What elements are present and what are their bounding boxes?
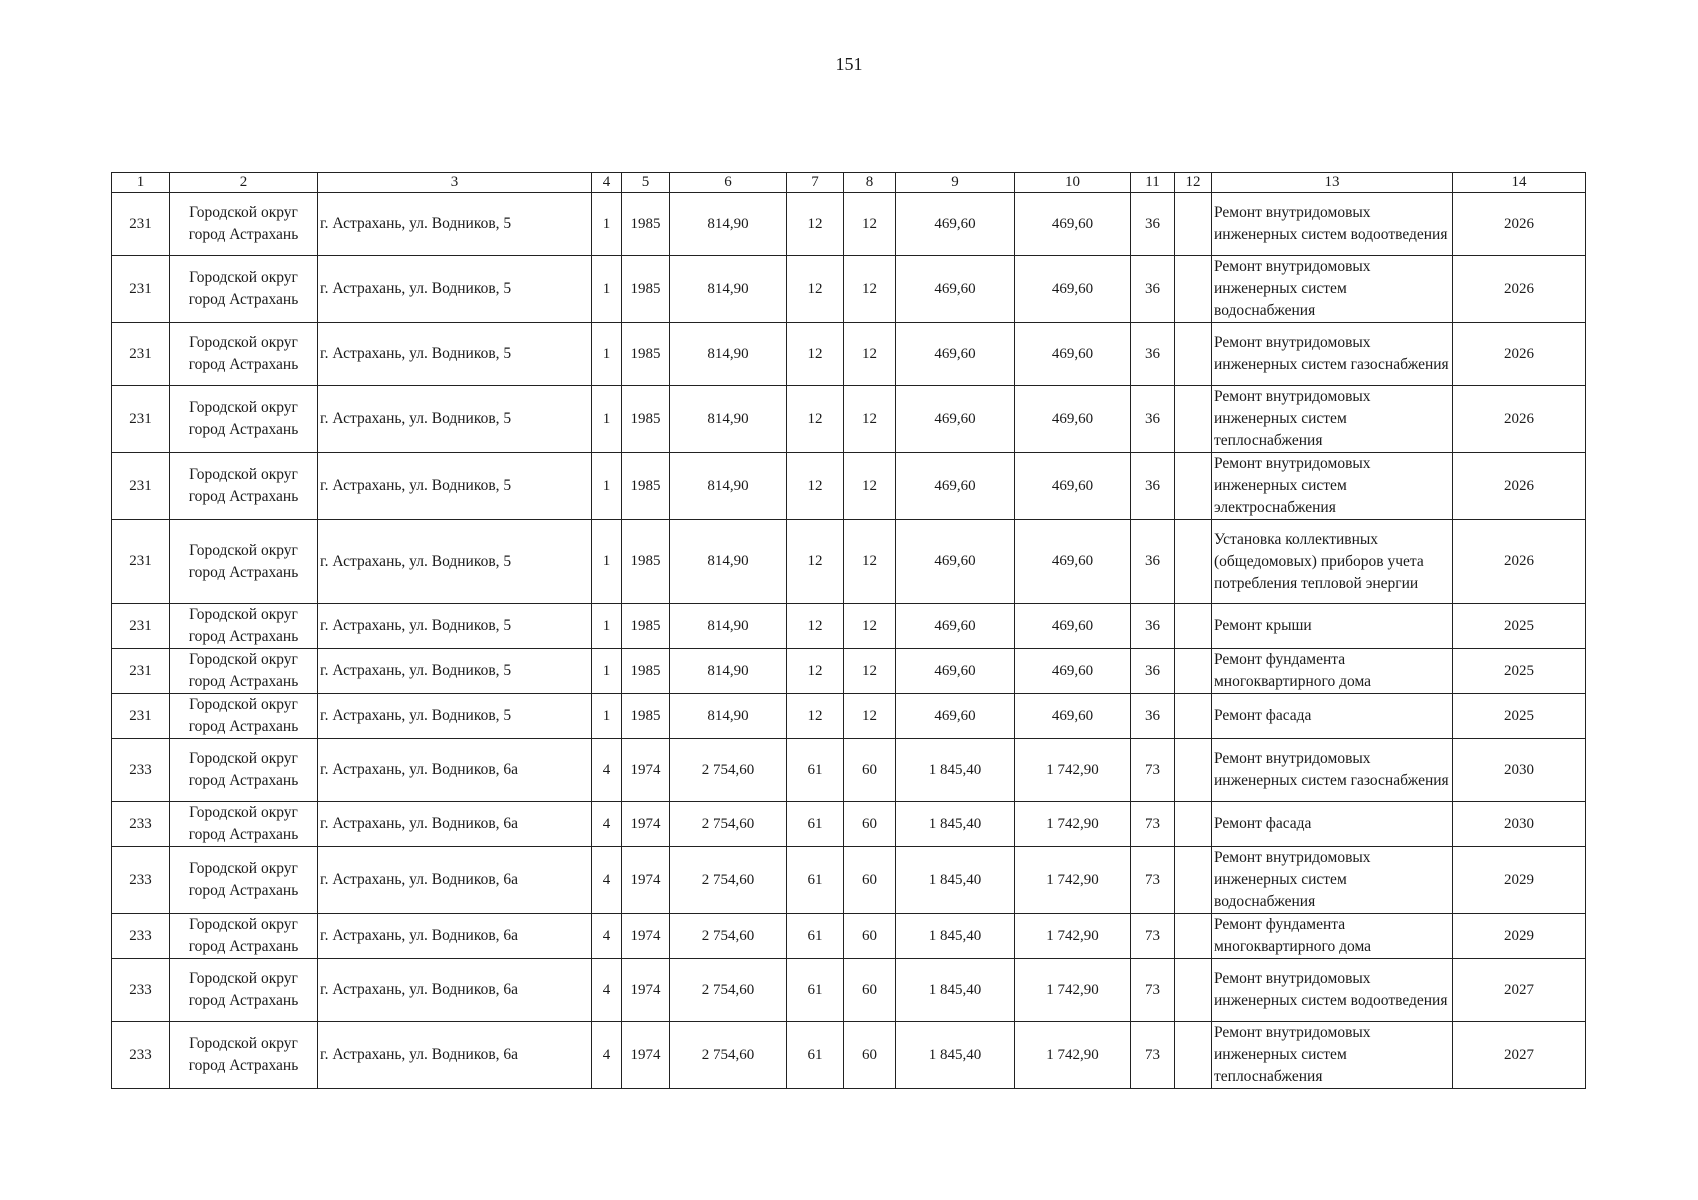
cell-col-11: 73 — [1131, 739, 1175, 802]
cell-address: г. Астрахань, ул. Водников, 5 — [318, 193, 592, 256]
cell-col-12 — [1175, 520, 1212, 604]
cell-row-number: 231 — [112, 520, 170, 604]
cell-col-4: 1 — [592, 256, 622, 323]
cell-col-9: 469,60 — [896, 323, 1015, 386]
cell-col-10: 469,60 — [1015, 694, 1131, 739]
column-header: 4 — [592, 173, 622, 193]
cell-col-12 — [1175, 802, 1212, 847]
cell-col-12 — [1175, 453, 1212, 520]
cell-col-11: 73 — [1131, 1022, 1175, 1089]
cell-col-9: 469,60 — [896, 520, 1015, 604]
cell-work-type: Ремонт внутридомовых инженерных систем электроснабжения — [1212, 453, 1453, 520]
cell-municipality: Городской округ город Астрахань — [170, 386, 318, 453]
table-row — [112, 453, 1586, 520]
header-row — [112, 173, 1586, 193]
cell-plan-year: 2025 — [1453, 694, 1586, 739]
cell-work-type: Ремонт внутридомовых инженерных систем газоснабжения — [1212, 739, 1453, 802]
cell-col-11: 36 — [1131, 193, 1175, 256]
cell-col-8: 12 — [844, 323, 896, 386]
cell-col-9: 469,60 — [896, 386, 1015, 453]
cell-col-4: 4 — [592, 959, 622, 1022]
cell-col-11: 73 — [1131, 914, 1175, 959]
cell-address: г. Астрахань, ул. Водников, 6а — [318, 1022, 592, 1089]
cell-col-10: 1 742,90 — [1015, 959, 1131, 1022]
table-body — [112, 193, 1586, 1089]
cell-row-number: 233 — [112, 739, 170, 802]
cell-col-8: 60 — [844, 1022, 896, 1089]
cell-col-8: 12 — [844, 649, 896, 694]
cell-municipality: Городской округ город Астрахань — [170, 323, 318, 386]
cell-plan-year: 2027 — [1453, 959, 1586, 1022]
cell-work-type: Ремонт фасада — [1212, 802, 1453, 847]
cell-col-4: 1 — [592, 193, 622, 256]
cell-work-type: Ремонт фундамента многоквартирного дома — [1212, 914, 1453, 959]
table-row — [112, 323, 1586, 386]
cell-plan-year: 2026 — [1453, 520, 1586, 604]
cell-col-9: 1 845,40 — [896, 739, 1015, 802]
cell-col-7: 12 — [787, 193, 844, 256]
cell-col-12 — [1175, 694, 1212, 739]
cell-col-12 — [1175, 914, 1212, 959]
cell-address: г. Астрахань, ул. Водников, 5 — [318, 256, 592, 323]
cell-col-4: 4 — [592, 739, 622, 802]
cell-col-6: 814,90 — [670, 604, 787, 649]
cell-col-12 — [1175, 256, 1212, 323]
column-header: 8 — [844, 173, 896, 193]
cell-col-10: 469,60 — [1015, 386, 1131, 453]
cell-address: г. Астрахань, ул. Водников, 5 — [318, 520, 592, 604]
cell-col-12 — [1175, 649, 1212, 694]
column-header: 7 — [787, 173, 844, 193]
table-row — [112, 959, 1586, 1022]
cell-col-6: 814,90 — [670, 694, 787, 739]
cell-plan-year: 2029 — [1453, 914, 1586, 959]
cell-year: 1974 — [622, 802, 670, 847]
column-header: 5 — [622, 173, 670, 193]
cell-row-number: 231 — [112, 193, 170, 256]
cell-col-6: 814,90 — [670, 649, 787, 694]
cell-col-7: 12 — [787, 649, 844, 694]
cell-col-10: 469,60 — [1015, 323, 1131, 386]
column-header: 14 — [1453, 173, 1586, 193]
cell-col-4: 1 — [592, 694, 622, 739]
cell-col-8: 12 — [844, 520, 896, 604]
cell-col-4: 1 — [592, 453, 622, 520]
cell-col-11: 73 — [1131, 802, 1175, 847]
table-row — [112, 739, 1586, 802]
cell-col-6: 814,90 — [670, 520, 787, 604]
cell-row-number: 231 — [112, 256, 170, 323]
cell-year: 1985 — [622, 694, 670, 739]
table-row — [112, 847, 1586, 914]
cell-municipality: Городской округ город Астрахань — [170, 739, 318, 802]
table-row — [112, 802, 1586, 847]
cell-address: г. Астрахань, ул. Водников, 6а — [318, 914, 592, 959]
cell-municipality: Городской округ город Астрахань — [170, 604, 318, 649]
cell-municipality: Городской округ город Астрахань — [170, 802, 318, 847]
cell-address: г. Астрахань, ул. Водников, 6а — [318, 959, 592, 1022]
cell-col-8: 60 — [844, 959, 896, 1022]
cell-col-8: 12 — [844, 193, 896, 256]
cell-row-number: 233 — [112, 1022, 170, 1089]
cell-col-6: 814,90 — [670, 256, 787, 323]
cell-col-9: 1 845,40 — [896, 1022, 1015, 1089]
cell-col-7: 12 — [787, 604, 844, 649]
cell-plan-year: 2025 — [1453, 649, 1586, 694]
cell-plan-year: 2026 — [1453, 386, 1586, 453]
column-header: 6 — [670, 173, 787, 193]
cell-col-6: 2 754,60 — [670, 802, 787, 847]
cell-col-8: 60 — [844, 914, 896, 959]
cell-col-4: 4 — [592, 802, 622, 847]
cell-plan-year: 2030 — [1453, 739, 1586, 802]
cell-municipality: Городской округ город Астрахань — [170, 1022, 318, 1089]
cell-col-9: 1 845,40 — [896, 847, 1015, 914]
cell-plan-year: 2026 — [1453, 256, 1586, 323]
cell-col-8: 60 — [844, 739, 896, 802]
cell-col-4: 4 — [592, 914, 622, 959]
cell-col-12 — [1175, 604, 1212, 649]
cell-address: г. Астрахань, ул. Водников, 5 — [318, 649, 592, 694]
cell-col-10: 1 742,90 — [1015, 847, 1131, 914]
page-number: 151 — [835, 54, 863, 74]
cell-plan-year: 2025 — [1453, 604, 1586, 649]
cell-work-type: Ремонт внутридомовых инженерных систем теплоснабжения — [1212, 1022, 1453, 1089]
cell-col-7: 61 — [787, 1022, 844, 1089]
cell-plan-year: 2026 — [1453, 453, 1586, 520]
cell-col-7: 12 — [787, 520, 844, 604]
cell-col-11: 73 — [1131, 959, 1175, 1022]
cell-year: 1974 — [622, 739, 670, 802]
cell-col-11: 36 — [1131, 604, 1175, 649]
cell-address: г. Астрахань, ул. Водников, 5 — [318, 323, 592, 386]
cell-col-12 — [1175, 386, 1212, 453]
cell-col-7: 12 — [787, 256, 844, 323]
cell-col-10: 469,60 — [1015, 520, 1131, 604]
table-row — [112, 386, 1586, 453]
cell-year: 1985 — [622, 256, 670, 323]
cell-col-10: 469,60 — [1015, 649, 1131, 694]
table-row — [112, 604, 1586, 649]
cell-col-9: 469,60 — [896, 649, 1015, 694]
column-header: 11 — [1131, 173, 1175, 193]
cell-plan-year: 2029 — [1453, 847, 1586, 914]
cell-col-11: 73 — [1131, 847, 1175, 914]
cell-col-4: 1 — [592, 323, 622, 386]
cell-work-type: Ремонт внутридомовых инженерных систем водоотведения — [1212, 959, 1453, 1022]
cell-col-8: 12 — [844, 256, 896, 323]
cell-year: 1974 — [622, 959, 670, 1022]
cell-col-9: 469,60 — [896, 604, 1015, 649]
cell-municipality: Городской округ город Астрахань — [170, 453, 318, 520]
cell-col-8: 12 — [844, 694, 896, 739]
cell-year: 1985 — [622, 520, 670, 604]
cell-work-type: Ремонт фундамента многоквартирного дома — [1212, 649, 1453, 694]
cell-work-type: Ремонт внутридомовых инженерных систем теплоснабжения — [1212, 386, 1453, 453]
cell-col-7: 61 — [787, 847, 844, 914]
cell-col-8: 60 — [844, 802, 896, 847]
table-row — [112, 694, 1586, 739]
cell-work-type: Ремонт внутридомовых инженерных систем водоснабжения — [1212, 256, 1453, 323]
cell-work-type: Ремонт внутридомовых инженерных систем водоотведения — [1212, 193, 1453, 256]
cell-year: 1974 — [622, 1022, 670, 1089]
cell-col-6: 814,90 — [670, 386, 787, 453]
table-row — [112, 649, 1586, 694]
cell-col-6: 2 754,60 — [670, 1022, 787, 1089]
cell-col-7: 12 — [787, 694, 844, 739]
cell-municipality: Городской округ город Астрахань — [170, 694, 318, 739]
cell-col-12 — [1175, 847, 1212, 914]
cell-col-6: 2 754,60 — [670, 959, 787, 1022]
cell-col-6: 814,90 — [670, 193, 787, 256]
cell-municipality: Городской округ город Астрахань — [170, 914, 318, 959]
cell-col-10: 469,60 — [1015, 256, 1131, 323]
cell-col-12 — [1175, 193, 1212, 256]
column-header: 13 — [1212, 173, 1453, 193]
cell-municipality: Городской округ город Астрахань — [170, 649, 318, 694]
cell-col-11: 36 — [1131, 386, 1175, 453]
cell-col-7: 61 — [787, 802, 844, 847]
cell-col-7: 61 — [787, 739, 844, 802]
repair-schedule-table — [111, 172, 1586, 1089]
cell-municipality: Городской округ город Астрахань — [170, 520, 318, 604]
cell-year: 1985 — [622, 604, 670, 649]
cell-col-12 — [1175, 739, 1212, 802]
cell-row-number: 231 — [112, 694, 170, 739]
cell-col-12 — [1175, 959, 1212, 1022]
column-header: 1 — [112, 173, 170, 193]
cell-col-8: 60 — [844, 847, 896, 914]
column-header: 9 — [896, 173, 1015, 193]
cell-col-11: 36 — [1131, 453, 1175, 520]
column-header: 10 — [1015, 173, 1131, 193]
cell-col-6: 814,90 — [670, 453, 787, 520]
cell-col-9: 1 845,40 — [896, 802, 1015, 847]
cell-col-7: 61 — [787, 959, 844, 1022]
cell-col-10: 1 742,90 — [1015, 914, 1131, 959]
cell-col-8: 12 — [844, 453, 896, 520]
table-row — [112, 193, 1586, 256]
cell-plan-year: 2030 — [1453, 802, 1586, 847]
cell-work-type: Ремонт крыши — [1212, 604, 1453, 649]
cell-col-4: 1 — [592, 386, 622, 453]
cell-col-7: 12 — [787, 453, 844, 520]
cell-address: г. Астрахань, ул. Водников, 5 — [318, 694, 592, 739]
cell-col-4: 4 — [592, 847, 622, 914]
cell-col-10: 1 742,90 — [1015, 739, 1131, 802]
cell-row-number: 231 — [112, 649, 170, 694]
cell-col-6: 2 754,60 — [670, 914, 787, 959]
cell-col-9: 469,60 — [896, 453, 1015, 520]
cell-col-10: 1 742,90 — [1015, 1022, 1131, 1089]
cell-col-4: 1 — [592, 649, 622, 694]
cell-col-6: 2 754,60 — [670, 739, 787, 802]
cell-address: г. Астрахань, ул. Водников, 5 — [318, 453, 592, 520]
cell-row-number: 231 — [112, 453, 170, 520]
cell-col-7: 12 — [787, 386, 844, 453]
cell-col-11: 36 — [1131, 694, 1175, 739]
cell-row-number: 231 — [112, 386, 170, 453]
cell-year: 1985 — [622, 193, 670, 256]
cell-plan-year: 2026 — [1453, 323, 1586, 386]
cell-plan-year: 2027 — [1453, 1022, 1586, 1089]
cell-col-11: 36 — [1131, 520, 1175, 604]
cell-year: 1985 — [622, 453, 670, 520]
cell-work-type: Установка коллективных (общедомовых) приборов учета потребления тепловой энергии — [1212, 520, 1453, 604]
cell-plan-year: 2026 — [1453, 193, 1586, 256]
cell-row-number: 233 — [112, 847, 170, 914]
table-row — [112, 256, 1586, 323]
cell-col-9: 1 845,40 — [896, 914, 1015, 959]
cell-col-9: 469,60 — [896, 256, 1015, 323]
cell-address: г. Астрахань, ул. Водников, 6а — [318, 739, 592, 802]
cell-col-4: 1 — [592, 604, 622, 649]
column-header: 2 — [170, 173, 318, 193]
column-header: 3 — [318, 173, 592, 193]
cell-year: 1974 — [622, 914, 670, 959]
table-row — [112, 1022, 1586, 1089]
cell-col-10: 469,60 — [1015, 453, 1131, 520]
cell-col-11: 36 — [1131, 649, 1175, 694]
table-row — [112, 520, 1586, 604]
cell-col-10: 469,60 — [1015, 604, 1131, 649]
cell-address: г. Астрахань, ул. Водников, 6а — [318, 802, 592, 847]
table-row — [112, 914, 1586, 959]
cell-year: 1974 — [622, 847, 670, 914]
cell-address: г. Астрахань, ул. Водников, 5 — [318, 604, 592, 649]
cell-col-11: 36 — [1131, 256, 1175, 323]
table-header — [112, 173, 1586, 193]
cell-col-7: 12 — [787, 323, 844, 386]
cell-address: г. Астрахань, ул. Водников, 6а — [318, 847, 592, 914]
cell-municipality: Городской округ город Астрахань — [170, 256, 318, 323]
cell-col-10: 1 742,90 — [1015, 802, 1131, 847]
cell-year: 1985 — [622, 386, 670, 453]
cell-address: г. Астрахань, ул. Водников, 5 — [318, 386, 592, 453]
cell-col-12 — [1175, 1022, 1212, 1089]
cell-col-12 — [1175, 323, 1212, 386]
cell-row-number: 233 — [112, 802, 170, 847]
cell-work-type: Ремонт фасада — [1212, 694, 1453, 739]
cell-row-number: 233 — [112, 914, 170, 959]
cell-col-9: 469,60 — [896, 193, 1015, 256]
cell-col-4: 1 — [592, 520, 622, 604]
cell-municipality: Городской округ город Астрахань — [170, 193, 318, 256]
cell-col-7: 61 — [787, 914, 844, 959]
cell-work-type: Ремонт внутридомовых инженерных систем водоснабжения — [1212, 847, 1453, 914]
cell-row-number: 231 — [112, 323, 170, 386]
cell-col-6: 2 754,60 — [670, 847, 787, 914]
column-header: 12 — [1175, 173, 1212, 193]
cell-year: 1985 — [622, 649, 670, 694]
cell-row-number: 231 — [112, 604, 170, 649]
cell-municipality: Городской округ город Астрахань — [170, 959, 318, 1022]
cell-col-9: 469,60 — [896, 694, 1015, 739]
cell-work-type: Ремонт внутридомовых инженерных систем газоснабжения — [1212, 323, 1453, 386]
cell-col-8: 12 — [844, 604, 896, 649]
cell-row-number: 233 — [112, 959, 170, 1022]
cell-municipality: Городской округ город Астрахань — [170, 847, 318, 914]
cell-col-11: 36 — [1131, 323, 1175, 386]
cell-col-6: 814,90 — [670, 323, 787, 386]
cell-year: 1985 — [622, 323, 670, 386]
cell-col-8: 12 — [844, 386, 896, 453]
cell-col-4: 4 — [592, 1022, 622, 1089]
cell-col-9: 1 845,40 — [896, 959, 1015, 1022]
cell-col-10: 469,60 — [1015, 193, 1131, 256]
